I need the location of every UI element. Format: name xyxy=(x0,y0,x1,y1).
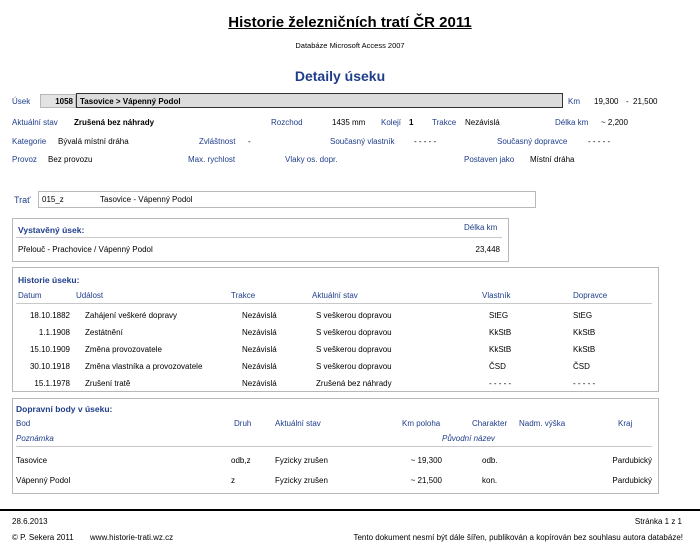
dopravni-body-title: Dopravní body v úseku: xyxy=(16,404,113,414)
historie-header-stav: Aktuální stav xyxy=(312,291,358,300)
body-druh: z xyxy=(231,476,235,485)
divider xyxy=(16,446,652,447)
trakce-value: Nezávislá xyxy=(465,118,500,127)
body-header-kraj: Kraj xyxy=(618,419,633,428)
historie-dopravce: StEG xyxy=(573,311,593,320)
body-header-stav: Aktuální stav xyxy=(275,419,321,428)
historie-trakce: Nezávislá xyxy=(242,345,277,354)
vystaveny-name: Přelouč - Prachovice / Vápenný Podol xyxy=(18,245,153,254)
zvlastnost-value: - xyxy=(248,137,251,146)
footer-author: © P. Sekera 2011 xyxy=(12,533,74,542)
report-title: Historie železničních tratí ČR 2011 xyxy=(228,14,472,31)
body-header-bod: Bod xyxy=(16,419,31,428)
historie-header-udalost: Událost xyxy=(76,291,104,300)
historie-udalost: Zahájení veškeré dopravy xyxy=(85,311,178,320)
historie-stav: Zrušená bez náhrady xyxy=(316,379,392,388)
kategorie-label: Kategorie xyxy=(12,137,47,146)
body-kraj: Pardubický xyxy=(612,476,652,485)
historie-vlastnik: KkStB xyxy=(489,328,512,337)
body-kraj: Pardubický xyxy=(612,456,652,465)
rozchod-value: 1435 mm xyxy=(332,118,366,127)
footer-page: Stránka 1 z 1 xyxy=(634,517,682,526)
footer-notice: Tento dokument nesmí být dále šířen, publikován a kopírován bez souhlasu autora databáze! xyxy=(353,533,683,542)
footer-url: www.historie-trati.wz.cz xyxy=(90,533,174,542)
historie-vlastnik: StEG xyxy=(489,311,509,320)
trat-code: 015_z xyxy=(42,195,64,204)
km-label: Km xyxy=(568,97,580,106)
divider xyxy=(16,237,502,238)
historie-dopravce: ČSD xyxy=(573,362,590,371)
historie-header-datum: Datum xyxy=(18,291,42,300)
max-rychlost-label: Max. rychlost xyxy=(188,155,236,164)
body-stav: Fyzicky zrušen xyxy=(275,456,328,465)
soucasny-dopravce-label: Současný dopravce xyxy=(497,137,568,146)
historie-trakce: Nezávislá xyxy=(242,379,277,388)
historie-datum: 1.1.1908 xyxy=(38,328,70,337)
historie-dopravce: - - - - - xyxy=(573,379,596,388)
soucasny-vlastnik-value: - - - - - xyxy=(414,137,437,146)
historie-header-dopravce: Dopravce xyxy=(573,291,608,300)
historie-vlastnik: KkStB xyxy=(489,345,512,354)
historie-udalost: Změna provozovatele xyxy=(85,345,162,354)
vystaveny-delka-header: Délka km xyxy=(464,223,498,232)
vystaveny-title: Vystavěný úsek: xyxy=(18,225,85,235)
trat-name: Tasovice - Vápenný Podol xyxy=(100,195,193,204)
trat-label: Trať xyxy=(14,195,31,205)
soucasny-dopravce-value: - - - - - xyxy=(588,137,611,146)
historie-datum: 30.10.1918 xyxy=(29,362,70,371)
provoz-label: Provoz xyxy=(12,155,37,164)
body-stav: Fyzicky zrušen xyxy=(275,476,328,485)
historie-vlastnik: ČSD xyxy=(489,362,506,371)
historie-header-trakce: Trakce xyxy=(231,291,256,300)
footer-rule xyxy=(0,509,700,511)
report-subtitle: Databáze Microsoft Access 2007 xyxy=(295,41,405,50)
historie-stav: S veškerou dopravou xyxy=(316,362,392,371)
provoz-value: Bez provozu xyxy=(48,155,93,164)
koleji-label: Kolejí xyxy=(381,118,402,127)
historie-title: Historie úseku: xyxy=(18,275,80,285)
body-bod: Tasovice xyxy=(16,456,48,465)
postaven-label: Postaven jako xyxy=(464,155,515,164)
body-charakter: kon. xyxy=(482,476,498,485)
footer-date: 28.6.2013 xyxy=(12,517,48,526)
usek-name: Tasovice > Vápenný Podol xyxy=(76,93,563,108)
historie-datum: 15.1.1978 xyxy=(34,379,70,388)
historie-datum: 18.10.1882 xyxy=(29,311,70,320)
historie-stav: S veškerou dopravou xyxy=(316,328,392,337)
historie-vlastnik: - - - - - xyxy=(489,379,512,388)
postaven-value: Místní dráha xyxy=(530,155,575,164)
body-bod: Vápenný Podol xyxy=(16,476,71,485)
km-to: 21,500 xyxy=(633,97,658,106)
historie-trakce: Nezávislá xyxy=(242,362,277,371)
kategorie-value: Bývalá místní dráha xyxy=(58,137,129,146)
delka-label: Délka km xyxy=(555,118,589,127)
body-km: ~ 19,300 xyxy=(410,456,442,465)
body-druh: odb,z xyxy=(231,456,251,465)
zvlastnost-label: Zvláštnost xyxy=(199,137,236,146)
delka-value: ~ 2,200 xyxy=(601,118,628,127)
historie-datum: 15.10.1909 xyxy=(29,345,70,354)
historie-udalost: Zrušení tratě xyxy=(85,379,131,388)
usek-id: 1058 xyxy=(40,94,76,108)
vystaveny-box xyxy=(12,218,509,262)
body-header-poznamka: Poznámka xyxy=(16,434,54,443)
historie-dopravce: KkStB xyxy=(573,345,596,354)
koleji-value: 1 xyxy=(409,118,414,127)
historie-stav: S veškerou dopravou xyxy=(316,311,392,320)
historie-udalost: Zestátnění xyxy=(85,328,123,337)
historie-stav: S veškerou dopravou xyxy=(316,345,392,354)
trakce-label: Trakce xyxy=(432,118,457,127)
historie-trakce: Nezávislá xyxy=(242,328,277,337)
body-km: ~ 21,500 xyxy=(410,476,442,485)
aktualni-stav-label: Aktuální stav xyxy=(12,118,58,127)
historie-trakce: Nezávislá xyxy=(242,311,277,320)
km-from: 19,300 xyxy=(594,97,619,106)
body-header-puvodni: Původní název xyxy=(442,434,495,443)
divider xyxy=(16,303,652,304)
aktualni-stav-value: Zrušená bez náhrady xyxy=(74,118,155,127)
body-header-vyska: Nadm. výška xyxy=(519,419,566,428)
body-charakter: odb. xyxy=(482,456,498,465)
soucasny-vlastnik-label: Současný vlastník xyxy=(330,137,395,146)
section-title: Detaily úseku xyxy=(294,68,386,84)
historie-dopravce: KkStB xyxy=(573,328,596,337)
vlaky-label: Vlaky os. dopr. xyxy=(285,155,338,164)
rozchod-label: Rozchod xyxy=(271,118,303,127)
historie-header-vlastnik: Vlastník xyxy=(482,291,511,300)
body-header-charakter: Charakter xyxy=(472,419,508,428)
body-header-km: Km poloha xyxy=(402,419,441,428)
body-header-druh: Druh xyxy=(234,419,252,428)
historie-udalost: Změna vlastníka a provozovatele xyxy=(85,362,203,371)
vystaveny-delka: 23,448 xyxy=(475,245,500,254)
km-sep: - xyxy=(626,97,629,106)
usek-label: Úsek xyxy=(12,97,31,106)
